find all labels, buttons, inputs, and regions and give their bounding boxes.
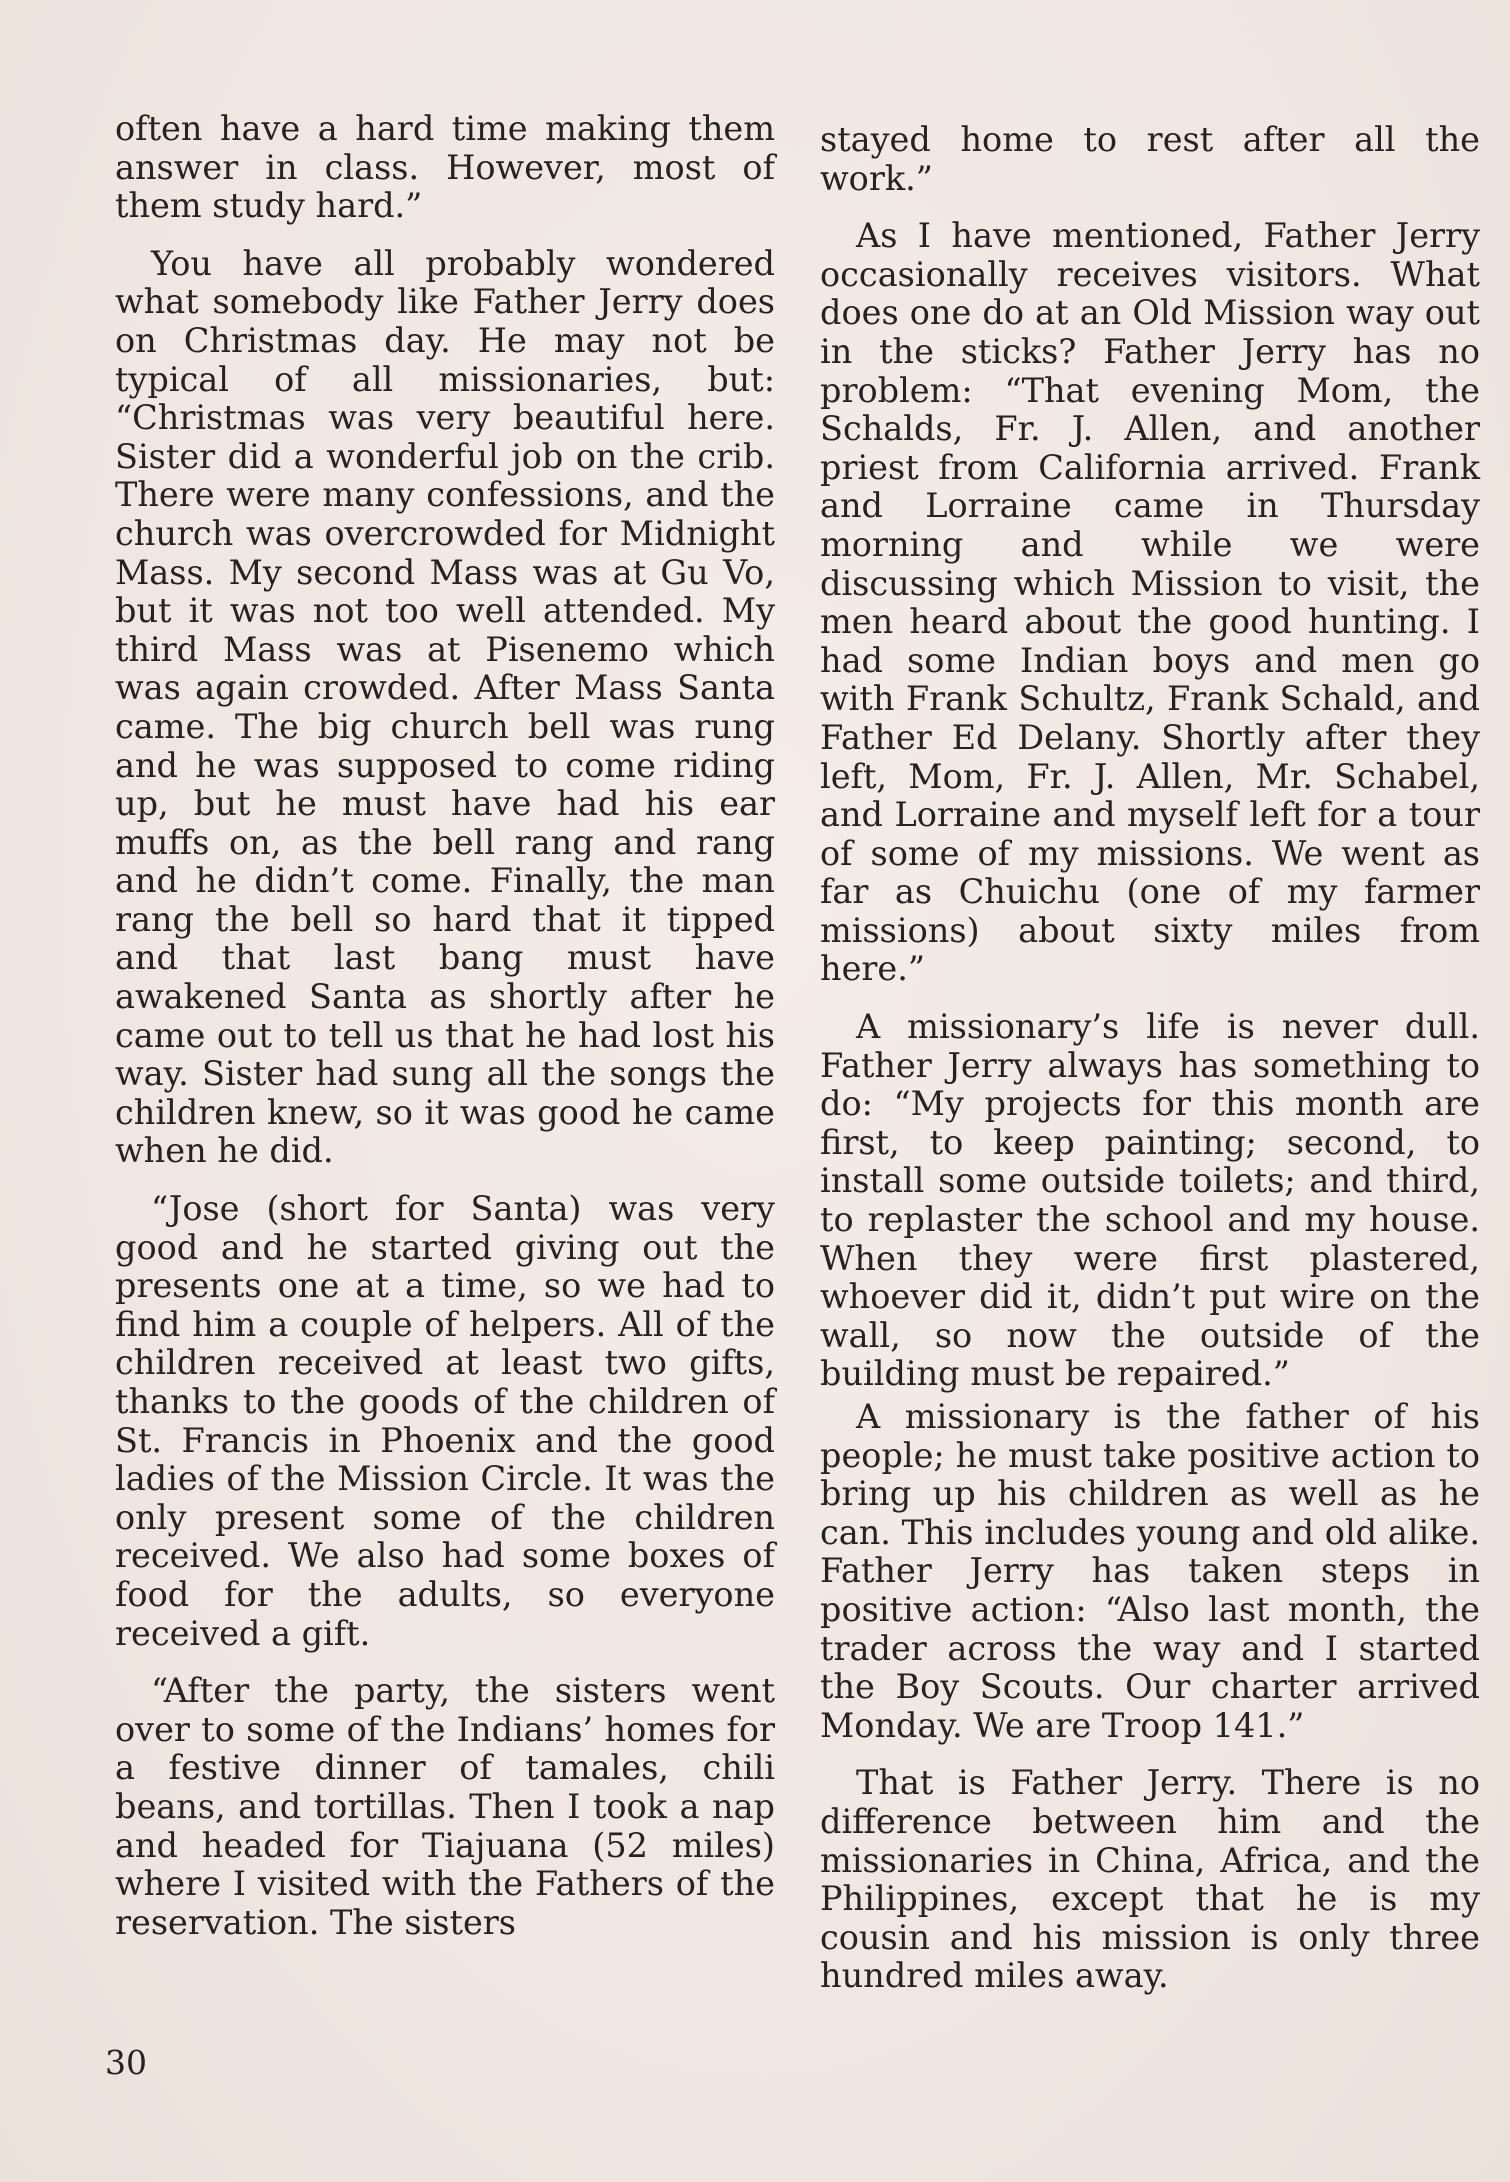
paragraph: often have a hard time making them answer in class. However, most of them study hard.”: [115, 109, 775, 226]
paragraph: You have all probably wondered what somebody like Father Jerry does on Christmas day. He may not be typical of all missionaries, but: “Christmas was very beautiful here. Sister did a wonderful job on the crib. There were many confessions, and the church was overcrowded for Midnight Mass. My second Mass was at Gu Vo, but it was not too well attended. My third Mass was at Pisenemo which was again crowded. After Mass Santa came. The big church bell was rung and he was supposed to come riding up, but he must have had his ear muffs on, as the bell rang and rang and he didn’t come. Finally, the man rang the bell so hard that it tipped and that last bang must have awakened Santa as shortly after he came out to tell us that he had lost his way. Sister had sung all the songs the children knew, so it was good he came when he did.: [115, 243, 775, 1171]
paragraph: That is Father Jerry. There is no difference between him and the missionaries in China, Africa, and the Philippines, except that he is my cousin and his mission is only three hundred miles away.: [820, 1763, 1480, 1996]
right-column: [820, 121, 1480, 2015]
paragraph: “After the party, the sisters went over to some of the Indians’ homes for a festive dinner of tamales, chili beans, and tortillas. Then I took a nap and headed for Tiajuana (52 miles) where I visited with the Fathers of the reservation. The sisters: [115, 1671, 775, 1942]
paragraph: As I have mentioned, Father Jerry occasionally receives visitors. What does one do at an Old Mission way out in the sticks? Father Jerry has no problem: “That evening Mom, the Schalds, Fr. J. Allen, and another priest from California arrived. Frank and Lorraine came in Thursday morning and while we were discussing which Mission to visit, the men heard about the good hunting. I had some Indian boys and men go with Frank Schultz, Frank Schald, and Father Ed Delany. Shortly after they left, Mom, Fr. J. Allen, Mr. Schabel, and Lorraine and myself left for a tour of some of my missions. We went as far as Chuichu (one of my farmer missions) about sixty miles from here.”: [820, 216, 1480, 989]
page-number: 30: [105, 2043, 147, 2082]
paragraph: A missionary’s life is never dull. Father Jerry always has something to do: “My projects for this month are first, to keep painting; second, to install some outside toilets; and third, to replaster the school and my house. When they were first plastered, whoever did it, didn’t put wire on the wall, so now the outside of the building must be repaired.”: [820, 1007, 1480, 1394]
left-column: [115, 110, 775, 1961]
paragraph: A missionary is the father of his people; he must take positive action to bring up his children as well as he can. This includes young and old alike. Father Jerry has taken steps in positive action: “Also last month, the trader across the way and I started the Boy Scouts. Our charter arrived Monday. We are Troop 141.”: [820, 1397, 1480, 1745]
paragraph: stayed home to rest after all the work.”: [820, 120, 1480, 198]
paragraph: “Jose (short for Santa) was very good and he started giving out the presents one at a time, so we had to find him a couple of helpers. All of the children received at least two gifts, thanks to the goods of the children of St. Francis in Phoenix and the good ladies of the Mission Circle. It was the only present some of the children received. We also had some boxes of food for the adults, so everyone received a gift.: [115, 1189, 775, 1653]
